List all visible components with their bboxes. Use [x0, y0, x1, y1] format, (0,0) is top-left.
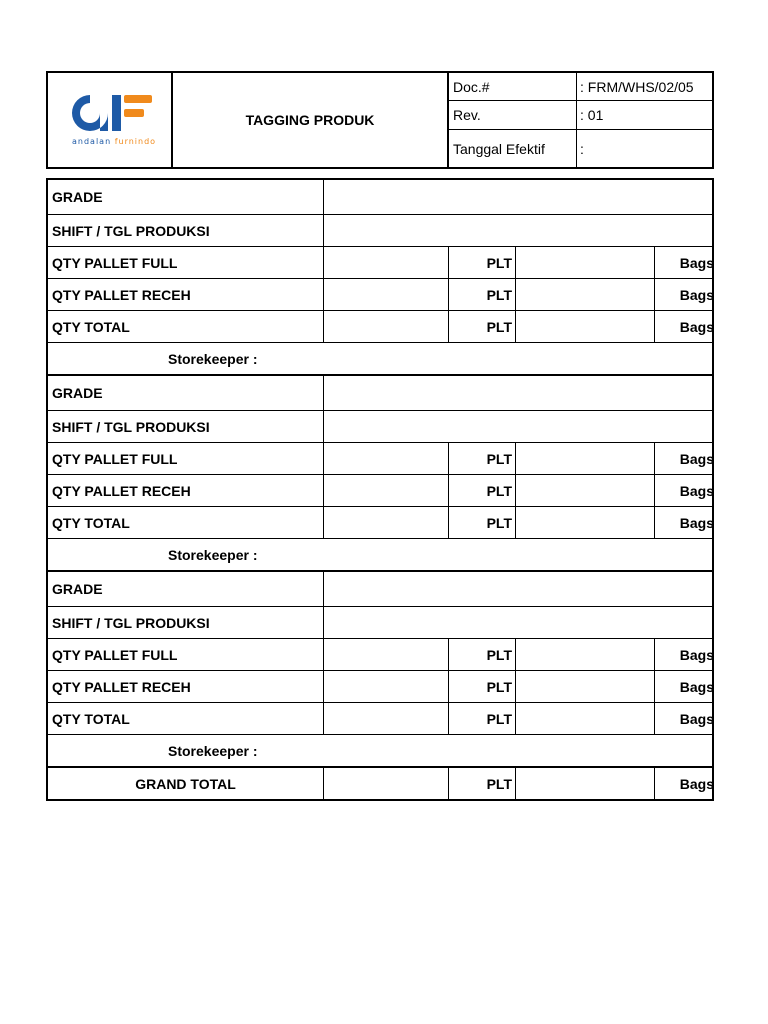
bags-unit: Bags [679, 514, 714, 531]
bags-unit: Bags [679, 646, 714, 663]
grade-label: GRADE [52, 385, 103, 401]
shift-label: SHIFT / TGL PRODUKSI [52, 418, 210, 435]
grand-total-row [48, 766, 712, 799]
shift-row [48, 606, 712, 638]
storekeeper-label: Storekeeper : [168, 350, 258, 367]
shift-row [48, 214, 712, 246]
grade-row [48, 376, 712, 410]
plt-unit: PLT [486, 710, 512, 727]
qty-receh-row [48, 474, 712, 506]
shift-label: SHIFT / TGL PRODUKSI [52, 222, 210, 239]
qty-full-label: QTY PALLET FULL [52, 254, 178, 271]
qty-total-row [48, 310, 712, 342]
bags-unit: Bags [679, 775, 714, 792]
grade-row [48, 180, 712, 214]
product-group-2 [48, 374, 712, 570]
grade-row [48, 572, 712, 606]
storekeeper-row [48, 342, 712, 374]
bags-unit: Bags [679, 678, 714, 695]
meta-doc-number [449, 73, 712, 101]
qty-receh-row [48, 278, 712, 310]
qty-total-label: QTY TOTAL [52, 710, 130, 727]
grade-label: GRADE [52, 581, 103, 597]
grade-label: GRADE [52, 189, 103, 205]
bags-unit: Bags [679, 450, 714, 467]
qty-receh-row [48, 670, 712, 702]
grand-total-label: GRAND TOTAL [135, 775, 236, 792]
logo-wordmark: andalan furnindo [72, 137, 157, 146]
qty-full-row [48, 246, 712, 278]
storekeeper-row [48, 734, 712, 766]
qty-receh-label: QTY PALLET RECEH [52, 482, 191, 499]
plt-unit: PLT [486, 514, 512, 531]
plt-unit: PLT [486, 286, 512, 303]
af-logo-icon [68, 91, 152, 135]
storekeeper-label: Storekeeper : [168, 546, 258, 563]
meta-date-label: Tanggal Efektif [453, 140, 545, 157]
meta-doc-label: Doc.# [453, 78, 490, 95]
qty-full-row [48, 638, 712, 670]
qty-receh-label: QTY PALLET RECEH [52, 286, 191, 303]
plt-unit: PLT [486, 482, 512, 499]
shift-row [48, 410, 712, 442]
product-group-3 [48, 570, 712, 766]
qty-total-label: QTY TOTAL [52, 318, 130, 335]
bags-unit: Bags [679, 710, 714, 727]
bags-unit: Bags [679, 318, 714, 335]
bags-unit: Bags [679, 286, 714, 303]
storekeeper-label: Storekeeper : [168, 742, 258, 759]
meta-rev-value: : 01 [580, 107, 604, 123]
plt-unit: PLT [486, 318, 512, 335]
shift-label: SHIFT / TGL PRODUKSI [52, 614, 210, 631]
company-logo [48, 73, 173, 167]
bags-unit: Bags [679, 482, 714, 499]
plt-unit: PLT [486, 254, 512, 271]
storekeeper-row [48, 538, 712, 570]
plt-unit: PLT [486, 775, 512, 792]
qty-total-row [48, 506, 712, 538]
meta-date-value: : [580, 140, 584, 157]
plt-unit: PLT [486, 646, 512, 663]
meta-doc-value: : FRM/WHS/02/05 [580, 78, 694, 95]
plt-unit: PLT [486, 678, 512, 695]
qty-full-row [48, 442, 712, 474]
tagging-form [46, 178, 714, 801]
form-header [46, 71, 714, 169]
qty-total-label: QTY TOTAL [52, 514, 130, 531]
product-group-1 [48, 180, 712, 374]
qty-total-row [48, 702, 712, 734]
plt-unit: PLT [486, 450, 512, 467]
qty-full-label: QTY PALLET FULL [52, 450, 178, 467]
meta-effective-date [449, 130, 712, 167]
bags-unit: Bags [679, 254, 714, 271]
meta-rev-label: Rev. [453, 107, 481, 123]
meta-revision [449, 101, 712, 130]
document-title: TAGGING PRODUK [173, 73, 449, 167]
qty-receh-label: QTY PALLET RECEH [52, 678, 191, 695]
qty-full-label: QTY PALLET FULL [52, 646, 178, 663]
